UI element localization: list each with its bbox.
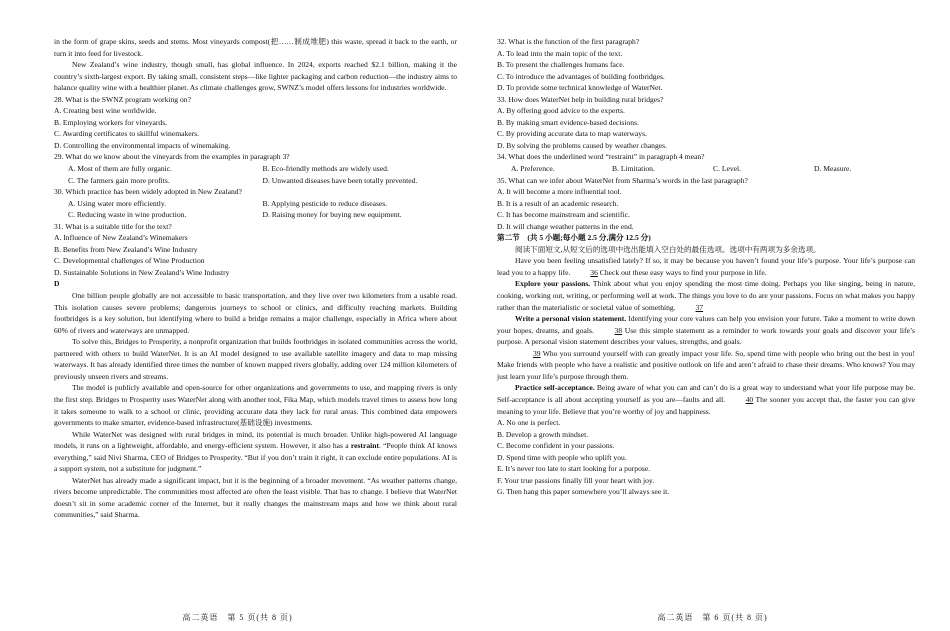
left-page-footer: 高二英语 第 5 页(共 8 页): [182, 613, 293, 622]
q29-option-d[interactable]: D. Unwanted diseases have been totally prevented.: [262, 175, 418, 185]
blank-38[interactable]: 38: [614, 325, 623, 335]
cloze-option-g[interactable]: G. Then hang this paper somewhere you’ll always see it.: [497, 487, 670, 497]
q29-option-b[interactable]: B. Eco-friendly methods are widely used.: [262, 164, 389, 174]
q34-options-row: [511, 163, 915, 175]
intro-paragraph-continued: in the form of grape skins, seeds and stems. Most vineyards compost(把……制成堆肥) this waste, spread it back to the earth, or turn it into feed for livestock.: [54, 37, 457, 58]
passage-d-paragraph-3: The model is publicly available and open-source for other organizations and governments to use, and mapping rivers is only the first step. Bridges to Prosperity uses WaterNet along with another tool, Fika Map, which models travel times to assess how long it takes someone to walk to a school or clinic, providing accurate data they lack for rural areas. This combined data empowers governments to make smarter, evidence-based infrastructure(基础设施) investments.: [54, 383, 457, 428]
q32-option-b[interactable]: B. To present the challenges humans face.: [497, 60, 625, 70]
q30-option-a[interactable]: A. Using water more efficiently.: [68, 198, 167, 208]
q31-option-a[interactable]: A. Influence of New Zealand’s Winemakers: [54, 233, 188, 243]
q34-option-b[interactable]: B. Limitation.: [612, 164, 655, 174]
q31-option-b[interactable]: B. Benefits from New Zealand’s Wine Industry: [54, 244, 198, 254]
q35-option-d[interactable]: D. It will change weather patterns in the end.: [497, 221, 634, 231]
cloze-option-c[interactable]: C. Become confident in your passions.: [497, 441, 615, 451]
heading-explore-passions: Explore your passions.: [515, 279, 591, 289]
section-d-heading: D: [54, 279, 60, 289]
cloze-p1-text-a: Have you been feeling unsatisfied lately? If so, it may be because you haven’t found your life’s purpose. Your life’s purpose can lead you to a happy life.: [497, 256, 915, 277]
q35-option-b[interactable]: B. It is a result of an academic research.: [497, 198, 619, 208]
cloze-p4-text: Who you surround yourself with can greatly impact your life. So, spend time with people who bring out the best in you! Make friends with people who have a realistic and positive outlook on life and aren’t afraid to chase their dreams. Who knows? You may just learn your life’s purpose through them.: [497, 348, 915, 381]
cloze-p2-text: Think about what you enjoy spending the most time doing. Perhaps you like singing, being in nature, cooking, working out, writing, or performing well at work. The things you love to do are your passions. Focus on what makes you happy rather than the materialistic or societal value of something.: [497, 279, 916, 312]
q35-option-c[interactable]: C. It has become mainstream and scientific.: [497, 210, 630, 220]
section-2-title: 第二节 (共 5 小题;每小题 2.5 分,满分 12.5 分): [497, 233, 651, 243]
right-page: [475, 0, 950, 631]
heading-self-acceptance: Practice self-acceptance.: [515, 383, 595, 393]
cloze-p5-text-b: The sooner you accept that, the faster you can give meaning to your life. Believe that you’re worthy of joy and happiness.: [497, 394, 915, 416]
q28-option-b[interactable]: B. Employing workers for vineyards.: [54, 117, 168, 127]
left-column: [54, 36, 457, 521]
passage-d-paragraph-4: [54, 429, 457, 475]
q34-option-c[interactable]: C. Level.: [713, 164, 742, 174]
blank-36[interactable]: 36: [590, 267, 598, 277]
right-column: [497, 36, 915, 498]
p4-text-b: . “People think AI knows everything,” said Nivi Sharma, CEO of Bridges to Prosperity. “But if you don’t train it right, it can exclude entire populations. AI is a support system, not a substitute for judgment.”: [54, 441, 457, 474]
question-33: 33. How does WaterNet help in building rural bridges?: [497, 94, 664, 104]
q31-option-c[interactable]: C. Developmental challenges of Wine Production: [54, 256, 205, 266]
q29-option-c[interactable]: C. The farmers gain more profits.: [68, 175, 170, 185]
cloze-paragraph-3: [497, 313, 915, 348]
question-35: 35. What can we infer about WaterNet from Sharma’s words in the last paragraph?: [497, 175, 748, 185]
blank-37[interactable]: 37: [695, 302, 704, 312]
p4-text-a: While WaterNet was designed with rural bridges in mind, its potential is much broader. Unlike high-powered AI language models, it runs on a lightweight, affordable, and energy-efficient system. However, it also has a: [54, 429, 457, 451]
q32-option-a[interactable]: A. To lead into the main topic of the text.: [497, 48, 623, 58]
passage-d-paragraph-1: One billion people globally are not accessible to basic transportation, and they live over two kilometers from a usable road. This isolation causes severe problems; dangerous journeys to school or clinics, and difficulty reaching markets. Building footbridges is a key solution, but identifying where to build a bridge remains a major challenge, especially in Africa where about 60% of rivers and waterways are unmapped.: [54, 291, 457, 335]
restraint-word: restraint: [350, 441, 379, 451]
q30-options-row-2: [68, 209, 457, 221]
cloze-p1-text-b: Check out these easy ways to find your purpose in life.: [597, 267, 767, 277]
heading-vision-statement: Write a personal vision statement.: [515, 314, 627, 324]
q30-option-b[interactable]: B. Applying pesticide to reduce diseases.: [262, 198, 388, 208]
cloze-paragraph-5: [497, 382, 915, 417]
q29-option-a[interactable]: A. Most of them are fully organic.: [68, 164, 173, 174]
q32-option-c[interactable]: C. To introduce the advantages of building footbridges.: [497, 71, 665, 81]
cloze-paragraph-1: [497, 255, 915, 278]
cloze-option-d[interactable]: D. Spend time with people who uplift you.: [497, 452, 627, 462]
intro-paragraph-2: New Zealand’s wine industry, though small, has global influence. In 2024, exports reached $2.1 billion, making it the country’s sixth-largest export. By taking small, consistent steps—like lighter packaging and carbon reduction—the industry aims to balance quality wine with a healthier planet. As climate challenges grow, SWNZ’s model offers lessons for industries worldwide.: [54, 60, 457, 93]
cloze-paragraph-2: [497, 278, 915, 313]
q28-option-c[interactable]: C. Awarding certificates to skillful winemakers.: [54, 129, 200, 139]
q28-option-a[interactable]: A. Creating best wine worldwide.: [54, 106, 157, 116]
cloze-option-e[interactable]: E. It’s never too late to start looking for a purpose.: [497, 464, 651, 474]
q33-option-c[interactable]: C. By providing accurate data to map waterways.: [497, 129, 647, 139]
cloze-option-b[interactable]: B. Develop a growth mindset.: [497, 429, 589, 439]
q34-option-a[interactable]: A. Preference.: [511, 164, 555, 174]
q33-option-d[interactable]: D. By solving the problems caused by weather changes.: [497, 140, 667, 150]
q30-option-d[interactable]: D. Raising money for buying new equipment.: [262, 210, 402, 220]
q33-option-a[interactable]: A. By offering good advice to the experts.: [497, 106, 625, 116]
q30-option-c[interactable]: C. Reducing waste in wine production.: [68, 210, 187, 220]
cloze-paragraph-4: [497, 348, 915, 383]
cloze-option-a[interactable]: A. No one is perfect.: [497, 418, 561, 428]
q31-option-d[interactable]: D. Sustainable Solutions in New Zealand’s Wine Industry: [54, 267, 230, 277]
blank-40[interactable]: 40: [745, 394, 754, 404]
cloze-p3-text-b: Use this simple statement as a reminder to work towards your goals and discover your life’s purpose. A personal vision statement describes your values, strengths, and goals.: [497, 325, 915, 347]
q32-option-d[interactable]: D. To provide some technical knowledge of WaterNet.: [497, 83, 663, 93]
question-29: 29. What do we know about the vineyards from the examples in paragraph 3?: [54, 152, 290, 162]
question-32: 32. What is the function of the first paragraph?: [497, 37, 640, 46]
passage-d-paragraph-2: To solve this, Bridges to Prosperity, a nonprofit organization that builds footbridges in isolated communities across the world, partnered with others to build WaterNet. It is an AI model designed to use available satellite imagery and data to map missing waterways. It has already identified three times the number of known mapped rivers globally, adding over 124 million kilometers of previously unseen rivers and streams.: [54, 337, 457, 381]
q29-options-row-1: [68, 163, 457, 175]
cloze-p3-text-a: Identifying your core values can help you envision your future. Take a moment to write down your hopes, dreams, and goals.: [497, 314, 916, 335]
cloze-p5-text-a: Being aware of what you can and can’t do is a great way to understand what your life purpose may be. Self-acceptance is all about accepting yourself as you are—faults and all.: [497, 383, 915, 404]
q29-options-row-2: [68, 175, 457, 187]
q34-option-d[interactable]: D. Measure.: [814, 164, 852, 174]
question-34: 34. What does the underlined word “restraint” in paragraph 4 mean?: [497, 152, 705, 162]
q28-option-d[interactable]: D. Controlling the environmental impacts of winemaking.: [54, 140, 231, 150]
question-30: 30. Which practice has been widely adopted in New Zealand?: [54, 187, 242, 197]
q35-option-a[interactable]: A. It will become a more influential tool.: [497, 187, 622, 197]
blank-39[interactable]: 39: [533, 348, 541, 358]
cloze-option-f[interactable]: F. Your true passions finally fill your heart with joy.: [497, 475, 655, 485]
question-31: 31. What is a suitable title for the text?: [54, 221, 172, 231]
q30-options-row-1: [68, 198, 457, 210]
section-2-instructions: 阅读下面短文,从短文后的选项中选出能填入空白处的最佳选项。选项中有两项为多余选项。: [515, 244, 821, 254]
q33-option-b[interactable]: B. By making smart evidence-based decisions.: [497, 117, 639, 127]
passage-d-paragraph-5: WaterNet has already made a significant impact, but it is the beginning of a broader movement. “As weather patterns change, rivers become unpredictable. The communities most affected are often the least visible. That has to change. I believe that WaterNet doesn’t sit in some academic corner of the Internet, but it really changes the mainstream maps and how we think about rural communities,” said Sharma.: [54, 475, 457, 520]
question-28: 28. What is the SWNZ program working on?: [54, 94, 191, 104]
right-page-footer: 高二英语 第 6 页(共 8 页): [657, 613, 768, 622]
